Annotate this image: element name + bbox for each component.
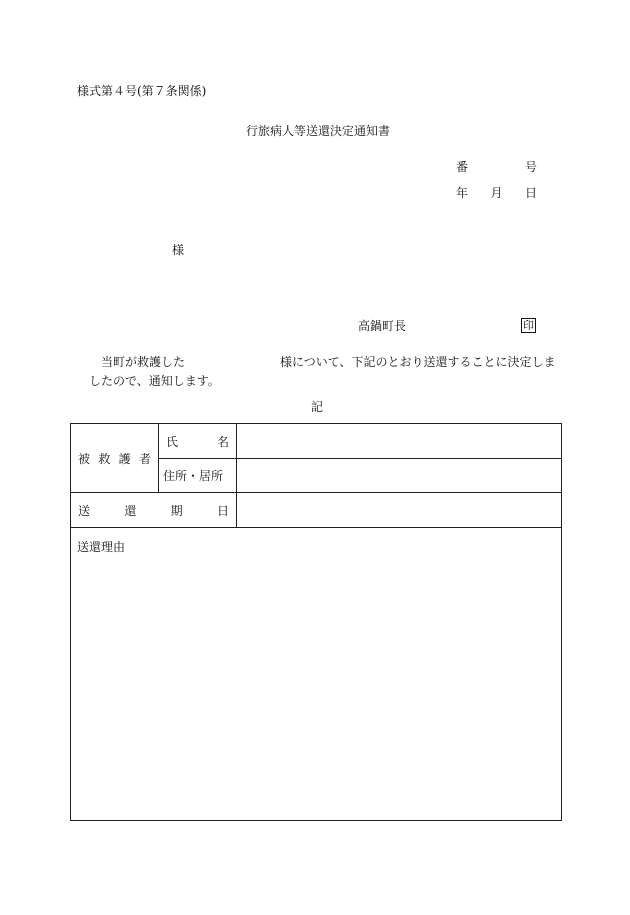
label-char: 還 — [124, 503, 137, 518]
form-number: 様式第４号(第７条関係) — [77, 84, 207, 98]
label-char: 被 — [78, 451, 91, 466]
addressee-honorific: 様 — [172, 243, 185, 257]
reason-cell — [71, 528, 562, 821]
number-char: 番 — [456, 160, 469, 174]
label-char: 名 — [216, 434, 229, 449]
day-char: 日 — [524, 186, 537, 200]
body-line2: したので、通知します。 — [89, 374, 220, 388]
label-char: 期 — [170, 503, 183, 518]
month-char: 月 — [490, 186, 503, 200]
return-date-value-cell — [237, 493, 562, 528]
label-char: 者 — [138, 451, 151, 466]
rescued-person-label-cell — [71, 424, 159, 493]
document-title: 行旅病人等送還決定通知書 — [246, 124, 391, 138]
return-date-label-cell — [71, 493, 237, 528]
name-label-cell — [159, 424, 237, 459]
number-line — [456, 161, 537, 173]
return-date-label — [71, 502, 236, 519]
label-char: 護 — [118, 451, 131, 466]
label-char: 氏 — [166, 434, 179, 449]
issuer: 高鍋町長 — [358, 319, 407, 333]
label-char: 送 — [78, 503, 91, 518]
rescued-person-label — [71, 450, 158, 467]
notice-table — [70, 423, 562, 821]
label-char: 日 — [216, 503, 229, 518]
seal-mark: 印 — [523, 319, 534, 332]
name-value-cell — [237, 424, 562, 459]
number-suffix-char: 号 — [524, 160, 537, 174]
address-label-cell — [159, 459, 237, 493]
year-char: 年 — [456, 186, 469, 200]
reason-label: 送還理由 — [77, 540, 126, 554]
name-label — [159, 433, 236, 450]
address-value-cell — [237, 459, 562, 493]
address-label: 住所・居所 — [163, 469, 224, 483]
ki-heading: 記 — [311, 400, 324, 414]
body-line1-b: 様について、下記のとおり送還することに決定しま — [280, 355, 556, 369]
label-char: 救 — [98, 451, 111, 466]
body-line1-a: 当町が救護した — [101, 355, 186, 369]
date-line — [456, 187, 537, 199]
